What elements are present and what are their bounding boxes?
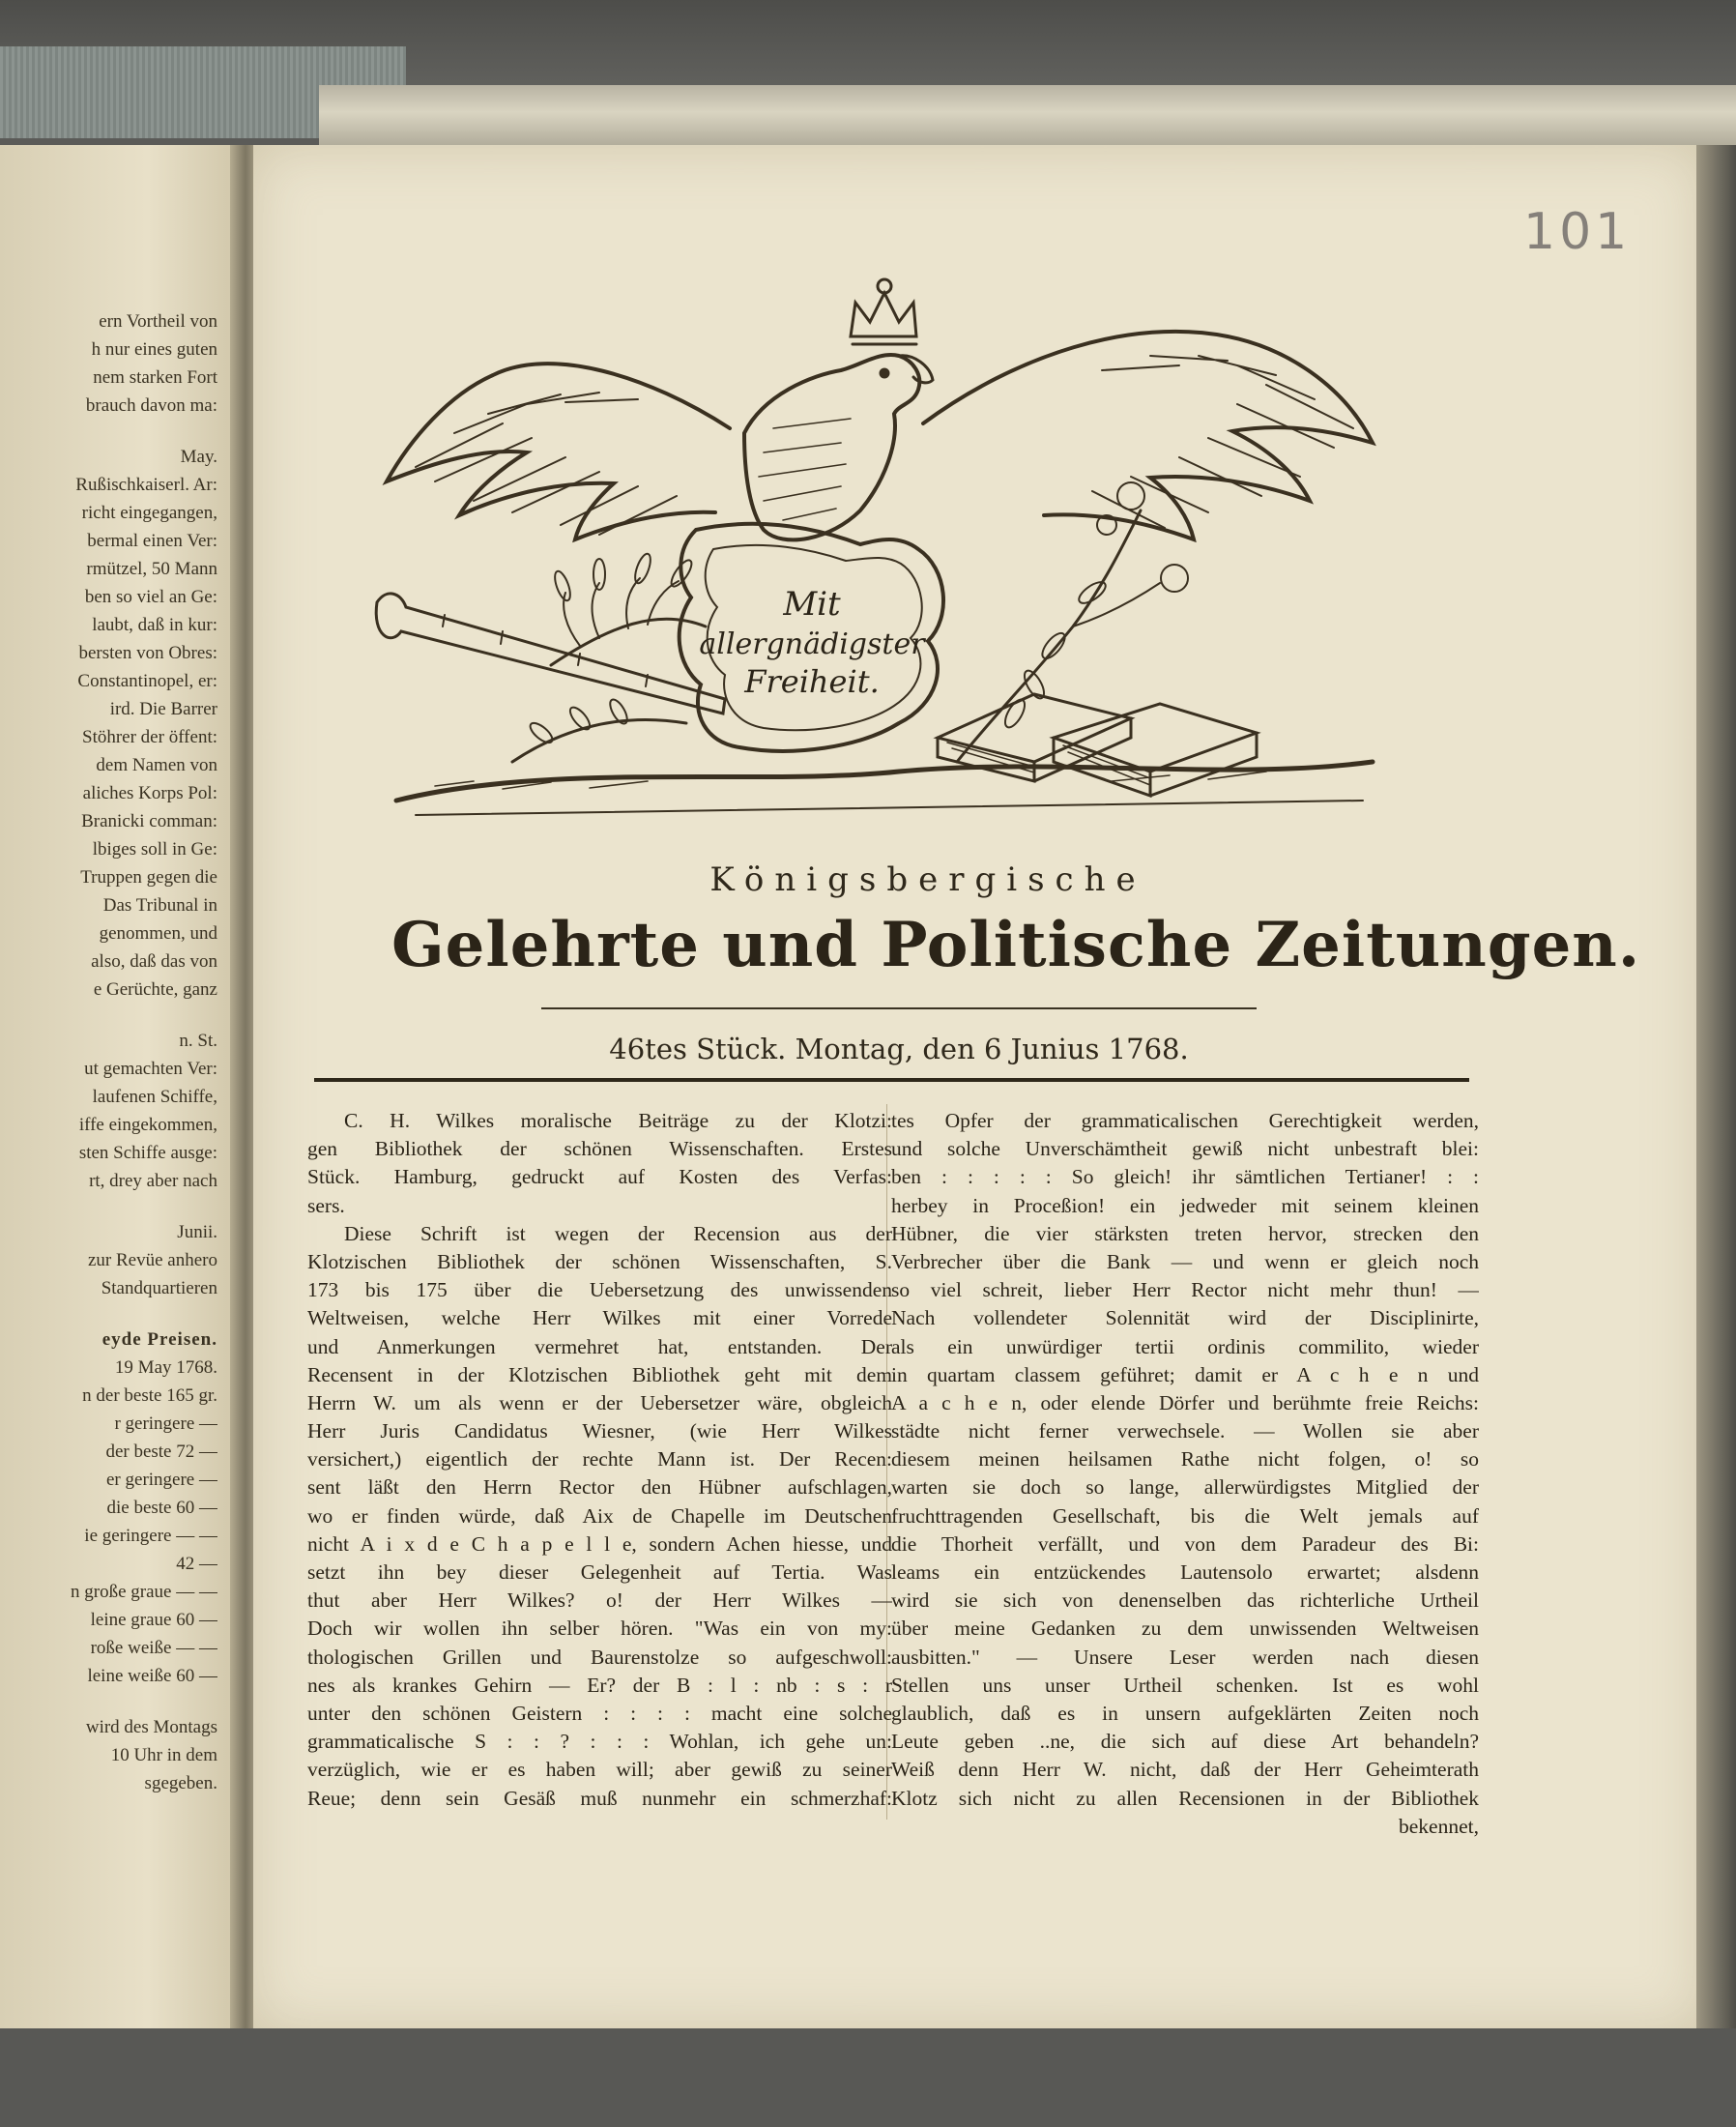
previous-page-line: roße weiße — — (90, 1638, 217, 1658)
article-line: bekennet, (1399, 1814, 1479, 1838)
previous-page-line: n. St. (179, 1031, 217, 1051)
previous-page-line: rmützel, 50 Mann (86, 559, 217, 579)
article-line: Klotzischen Bibliothek der schönen Wissenschaften, S. (307, 1249, 892, 1273)
article-line: Hübner, die vier stärksten treten hervor, strecken den (891, 1221, 1479, 1245)
page-number: 101 (1523, 203, 1632, 261)
previous-page-line: Truppen gegen die (80, 867, 217, 888)
article-line: sent läßt den Herrn Rector den Hübner aufschlagen, (307, 1475, 892, 1500)
previous-page-line: sten Schiffe ausge: (78, 1143, 217, 1163)
previous-page-line: 10 Uhr in dem (110, 1745, 217, 1765)
newspaper-title: Gelehrte und Politische Zeitungen. (391, 909, 1641, 981)
previous-page-line: rt, drey aber nach (89, 1171, 217, 1191)
article-line: die Thorheit verfällt, und von dem Paradeur des Bi: (891, 1531, 1479, 1556)
article-line: in quartam classem geführet; damit er A c h e n und (891, 1362, 1479, 1386)
previous-page-line: die beste 60 — (106, 1498, 217, 1518)
previous-page-line: ut gemachten Ver: (84, 1059, 217, 1079)
previous-page-text (0, 307, 217, 1797)
article-line: wird sie sich von denenselben das richterliche Urtheil (891, 1588, 1479, 1613)
article-line: Herr Juris Candidatus Wiesner, (wie Herr Wilkes (307, 1419, 892, 1443)
article-line: grammaticalische S : : ? : : : Wohlan, ich gehe un: (307, 1730, 892, 1754)
article-line: Weltweisen, welche Herr Wilkes mit einer Vorrede (307, 1306, 892, 1330)
article-line: Klotz sich nicht zu allen Recensionen in der Bibliothek (891, 1786, 1479, 1810)
article-line: A a c h e n, oder elende Dörfer und berühmte freie Reichs: (891, 1390, 1479, 1414)
previous-page-spacer (0, 420, 217, 443)
previous-page-line: Das Tribunal in (102, 895, 217, 916)
article-line: Reue; denn sein Gesäß muß nunmehr ein schmerzhaf: (307, 1786, 892, 1810)
article-line: nes als krankes Gehirn — Er? der B : l : nb : s : r (307, 1673, 892, 1697)
article-line: diesem meinen heilsamen Rathe nicht folgen, o! so (891, 1447, 1479, 1471)
previous-page-line: richt eingegangen, (81, 503, 217, 523)
previous-page-line: also, daß das von (91, 951, 217, 972)
previous-page-line: n große graue — — (71, 1582, 217, 1602)
previous-page-line: Junii. (177, 1222, 217, 1242)
previous-page-line: 42 — (176, 1554, 217, 1574)
previous-page-line: Standquartieren (101, 1278, 217, 1298)
previous-page-line: dem Namen von (96, 755, 217, 775)
previous-page-line: 19 May 1768. (114, 1357, 217, 1378)
previous-page-line: ben so viel an Ge: (84, 587, 217, 607)
previous-page-line: nem starken Fort (93, 367, 217, 388)
previous-page-line: zur Revüe anhero (88, 1250, 217, 1270)
previous-page-line: ern Vortheil von (99, 311, 217, 332)
article-line: Stellen uns unser Urtheil schenken. Ist es wohl (891, 1673, 1479, 1697)
previous-page-line: eyde Preisen. (101, 1329, 217, 1350)
previous-page-line: h nur eines guten (91, 339, 217, 360)
previous-page-spacer (0, 1302, 217, 1326)
article-line: thut aber Herr Wilkes? o! der Herr Wilkes — (307, 1588, 892, 1613)
title-rule (541, 1007, 1257, 1009)
previous-page-line: laufenen Schiffe, (92, 1087, 217, 1107)
previous-page-spacer (0, 1195, 217, 1218)
previous-page-line: laubt, daß in kur: (92, 615, 217, 635)
article-line: Weiß denn Herr W. nicht, daß der Herr Geheimterath (891, 1758, 1479, 1782)
article-line: herbey in Proceßion! ein jedweder mit seinem kleinen (891, 1193, 1479, 1217)
previous-page-line: May. (180, 447, 217, 467)
article-line: so viel schreit, lieber Herr Rector nicht mehr thun! — (891, 1278, 1479, 1302)
previous-page-line: bermal einen Ver: (87, 531, 217, 551)
article-line: städte nicht ferner verwechsele. — Wollen sie aber (891, 1419, 1479, 1443)
article-line: Doch wir wollen ihn selber hören. "Was ein von my: (307, 1617, 892, 1641)
article-line: Nach vollendeter Solennität wird der Disciplinirte, (891, 1306, 1479, 1330)
previous-page-spacer (0, 1004, 217, 1027)
article-line: warten sie doch so lange, allerwürdigstes Mitglied der (891, 1475, 1479, 1500)
article-line: gen Bibliothek der schönen Wissenschaften. Erstes (307, 1137, 892, 1161)
previous-page-line: ie geringere — — (84, 1526, 217, 1546)
previous-page-line: Branicki comman: (81, 811, 217, 831)
article-line: leams ein entzückendes Lautensolo erwartet; alsdenn (891, 1560, 1479, 1584)
eagle-vignette-illustration (358, 259, 1402, 830)
previous-page-line: brauch davon ma: (85, 395, 217, 416)
article-line: Recensent in der Klotzischen Bibliothek geht mit dem (307, 1362, 892, 1386)
masthead-kicker: Königsbergische (709, 860, 1146, 899)
article-line: fruchttragenden Gesellschaft, bis die Welt jemals auf (891, 1503, 1479, 1528)
article-line: über meine Gedanken zu dem unwissenden Weltweisen (891, 1617, 1479, 1641)
previous-page-line: n der beste 165 gr. (82, 1385, 217, 1406)
article-line: 173 bis 175 über die Uebersetzung des unwissenden (307, 1278, 892, 1302)
previous-page-line: ird. Die Barrer (109, 699, 217, 719)
article-line: versichert,) eigentlich der rechte Mann ist. Der Recen: (307, 1447, 892, 1471)
privilege-line-2: allergnädigster (699, 627, 925, 661)
privilege-line-1: Mit (783, 585, 841, 624)
previous-page-line: iffe eingekommen, (78, 1115, 217, 1135)
article-column-left (307, 1107, 892, 1813)
previous-page-line: Stöhrer der öffent: (82, 727, 217, 747)
article-line: C. H. Wilkes moralische Beiträge zu der Klotzi: (344, 1109, 892, 1132)
scanner-background-bottom (0, 2028, 1736, 2127)
article-line: wo er finden würde, daß Aix de Chapelle im Deutschen (307, 1503, 892, 1528)
previous-page-line: e Gerüchte, ganz (93, 979, 217, 1000)
previous-page-line: wird des Montags (85, 1717, 217, 1737)
previous-page-line: der beste 72 — (105, 1442, 217, 1462)
privilege-line-3: Freiheit. (744, 663, 880, 700)
article-line: glaublich, daß es in unsern aufgeklärten Zeiten noch (891, 1701, 1479, 1725)
previous-page-line: leine graue 60 — (90, 1610, 217, 1630)
previous-page-line: genommen, und (99, 923, 217, 944)
previous-page-line: bersten von Obres: (78, 643, 217, 663)
page-edges-stack (319, 85, 1736, 153)
article-column-right (891, 1107, 1479, 1841)
issue-line: 46tes Stück. Montag, den 6 Junius 1768. (609, 1033, 1189, 1065)
article-line: Herrn W. um als wenn er der Uebersetzer wäre, obgleich (307, 1390, 892, 1414)
previous-page-line: Rußischkaiserl. Ar: (75, 475, 217, 495)
previous-page-line: Constantinopel, er: (77, 671, 217, 691)
article-line: unter den schönen Geistern : : : : macht eine solche (307, 1701, 892, 1725)
column-header-rule (314, 1078, 1469, 1082)
article-line: als ein unwürdiger tertii ordinis commilito, wieder (891, 1334, 1479, 1358)
article-line: Diese Schrift ist wegen der Recension aus der (344, 1221, 892, 1245)
article-line: Stück. Hamburg, gedruckt auf Kosten des Verfas: (307, 1165, 892, 1189)
previous-page-line: r geringere — (114, 1413, 217, 1434)
article-line: und solche Unverschämtheit gewiß nicht unbestraft blei: (891, 1137, 1479, 1161)
previous-page-line: er geringere — (106, 1470, 217, 1490)
article-line: setzt ihn bey dieser Gelegenheit auf Tertia. Was (307, 1560, 892, 1584)
previous-page-line: sgegeben. (144, 1773, 217, 1793)
article-line: Leute geben ..ne, die sich auf diese Art behandeln? (891, 1730, 1479, 1754)
article-line: ausbitten." — Unsere Leser werden nach diesen (891, 1645, 1479, 1669)
previous-page-line: leine weiße 60 — (87, 1666, 217, 1686)
article-line: und Anmerkungen vermehret hat, entstanden. Der (307, 1334, 892, 1358)
article-line: ben : : : : : So gleich! ihr sämtlichen Tertianer! : : (891, 1165, 1479, 1189)
article-line: Verbrecher über die Bank — und wenn er gleich noch (891, 1249, 1479, 1273)
page-right-edge (1696, 145, 1736, 2030)
article-line: nicht A i x d e C h a p e l l e, sondern Achen hiesse, und (307, 1531, 892, 1556)
article-line: thologischen Grillen und Baurenstolze so aufgeschwoll: (307, 1645, 892, 1669)
article-line: sers. (307, 1193, 345, 1217)
previous-page-line: lbiges soll in Ge: (92, 839, 217, 860)
previous-page-spacer (0, 1690, 217, 1713)
article-line: tes Opfer der grammaticalischen Gerechtigkeit werden, (891, 1109, 1479, 1132)
article-line: verzüglich, wie er es haben will; aber gewiß zu seiner (307, 1758, 892, 1782)
previous-page-line: aliches Korps Pol: (82, 783, 217, 803)
